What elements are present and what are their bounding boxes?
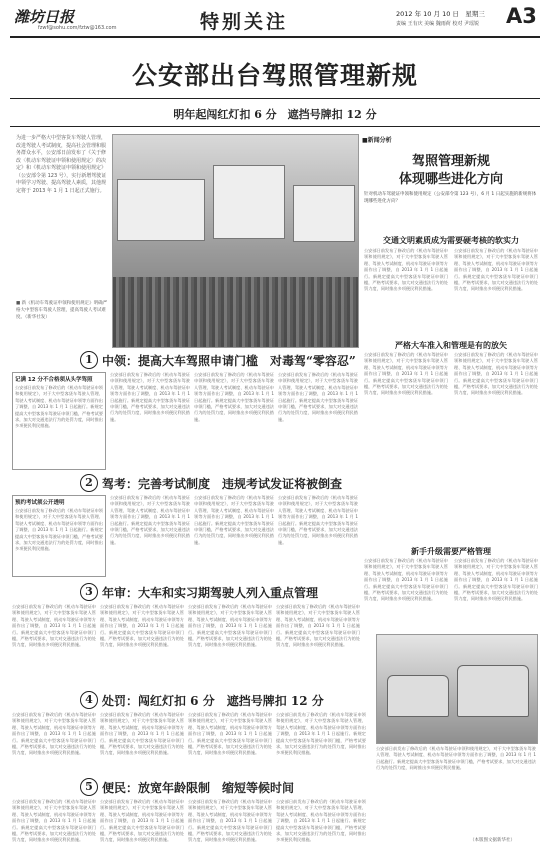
section-title: 处罚：闯红灯扣 6 分 遮挡号牌扣 12 分	[102, 694, 324, 708]
section-5-text: 公安部日前发布了修改后的《机动车驾驶证申领和使用规定》，对于大中型客货车驾驶人管理、驾驶人考试制度、机动车驾驶证申领等方面作出了调整，自 2013 年 1 月 1 日起施行。新规定提高大中型客货车驾驶证申领门槛，严格考试要求，加大对交通违法行为的处罚力度，同时推出多项便民利民措施。	[12, 799, 96, 843]
header-rule	[10, 36, 540, 38]
section-3-header	[80, 583, 480, 601]
section-title: 中领：提高大车驾照申请门槛 对毒驾“零容忍”	[102, 354, 356, 368]
section-title: 驾考：完善考试制度 违规考试发证将被倒查	[102, 477, 343, 491]
section-4-text: 公安部日前发布了修改后的《机动车驾驶证申领和使用规定》，对于大中型客货车驾驶人管理、驾驶人考试制度、机动车驾驶证申领等方面作出了调整，自 2013 年 1 月 1 日起施行。新规定提高大中型客货车驾驶证申领门槛，严格考试要求，加大对交通违法行为的处罚力度，同时推出多项便民利民措施。	[12, 712, 96, 756]
section-4-text: 公安部日前发布了修改后的《机动车驾驶证申领和使用规定》，对于大中型客货车驾驶人管理、驾驶人考试制度、机动车驾驶证申领等方面作出了调整，自 2013 年 1 月 1 日起施行。新规定提高大中型客货车驾驶证申领门槛，严格考试要求，加大对交通违法行为的处罚力度，同时推出多项便民利民措施。	[276, 712, 366, 756]
page-number: A3	[506, 4, 537, 28]
section-1-sidebar-box	[12, 372, 106, 470]
section-3-text: 公安部日前发布了修改后的《机动车驾驶证申领和使用规定》，对于大中型客货车驾驶人管理、驾驶人考试制度、机动车驾驶证申领等方面作出了调整，自 2013 年 1 月 1 日起施行。新规定提高大中型客货车驾驶证申领门槛，严格考试要求，加大对交通违法行为的处罚力度，同时推出多项便民利民措施。	[100, 604, 184, 648]
page-topic: 特别关注	[200, 11, 289, 33]
section-1-text: 公安部日前发布了修改后的《机动车驾驶证申领和使用规定》，对于大中型客货车驾驶人管理、驾驶人考试制度、机动车驾驶证申领等方面作出了调整，自 2013 年 1 月 1 日起施行。新规定提高大中型客货车驾驶证申领门槛，严格考试要求，加大对交通违法行为的处罚力度，同时推出多项便民利民措施。	[278, 372, 358, 422]
feature-title-line1: 驾照管理新规	[411, 154, 490, 169]
right-bottom-text: 公安部日前发布了修改后的《机动车驾驶证申领和使用规定》，对于大中型客货车驾驶人管理、驾驶人考试制度、机动车驾驶证申领等方面作出了调整，自 2013 年 1 月 1 日起施行。新规定提高大中型客货车驾驶证申领门槛，严格考试要求，加大对交通违法行为的处罚力度，同时推出多项便民利民措施。	[376, 746, 536, 771]
section-number: 3	[80, 583, 98, 601]
subhead-rule	[10, 126, 540, 127]
section-4-text: 公安部日前发布了修改后的《机动车驾驶证申领和使用规定》，对于大中型客货车驾驶人管理、驾驶人考试制度、机动车驾驶证申领等方面作出了调整，自 2013 年 1 月 1 日起施行。新规定提高大中型客货车驾驶证申领门槛，严格考试要求，加大对交通违法行为的处罚力度，同时推出多项便民利民措施。	[188, 712, 272, 756]
news-analysis-tag: ■新闻分析	[362, 137, 392, 144]
bus-shape	[293, 185, 355, 242]
cars-photo	[376, 634, 538, 744]
bus-shape	[213, 165, 285, 239]
feature-text-block: 公安部日前发布了修改后的《机动车驾驶证申领和使用规定》，对于大中型客货车驾驶人管理、驾驶人考试制度、机动车驾驶证申领等方面作出了调整，自 2013 年 1 月 1 日起施行。新规定提高大中型客货车驾驶证申领门槛，严格考试要求，加大对交通违法行为的处罚力度，同时推出多项便民利民措施。	[364, 352, 448, 396]
sidebar-box-text: 公安部日前发布了修改后的《机动车驾驶证申领和使用规定》，对于大中型客货车驾驶人管理、驾驶人考试制度、机动车驾驶证申领等方面作出了调整，自 2013 年 1 月 1 日起施行。新规定提高大中型客货车驾驶证申领门槛，严格考试要求，加大对交通违法行为的处罚力度，同时推出多项便民利民措施。	[15, 508, 103, 552]
section-2-sidebar-box	[12, 495, 106, 577]
main-subhead: 明年起闯红灯扣 6 分 遮挡号牌扣 12 分	[173, 108, 377, 121]
section-2-text: 公安部日前发布了修改后的《机动车驾驶证申领和使用规定》，对于大中型客货车驾驶人管理、驾驶人考试制度、机动车驾驶证申领等方面作出了调整，自 2013 年 1 月 1 日起施行。新规定提高大中型客货车驾驶证申领门槛，严格考试要求，加大对交通违法行为的处罚力度，同时推出多项便民利民措施。	[110, 495, 190, 545]
section-3-text: 公安部日前发布了修改后的《机动车驾驶证申领和使用规定》，对于大中型客货车驾驶人管理、驾驶人考试制度、机动车驾驶证申领等方面作出了调整，自 2013 年 1 月 1 日起施行。新规定提高大中型客货车驾驶证申领门槛，严格考试要求，加大对交通违法行为的处罚力度，同时推出多项便民利民措施。	[188, 604, 272, 648]
traffic-photo	[112, 134, 359, 348]
section-2-header	[80, 474, 480, 492]
section-3-text: 公安部日前发布了修改后的《机动车驾驶证申领和使用规定》，对于大中型客货车驾驶人管理、驾驶人考试制度、机动车驾驶证申领等方面作出了调整，自 2013 年 1 月 1 日起施行。新规定提高大中型客货车驾驶证申领门槛，严格考试要求，加大对交通违法行为的处罚力度，同时推出多项便民利民措施。	[12, 604, 96, 648]
sidebar-box-heading: 预约考试须公开透明	[15, 500, 65, 506]
section-2-text: 公安部日前发布了修改后的《机动车驾驶证申领和使用规定》，对于大中型客货车驾驶人管理、驾驶人考试制度、机动车驾驶证申领等方面作出了调整，自 2013 年 1 月 1 日起施行。新规定提高大中型客货车驾驶证申领门槛，严格考试要求，加大对交通违法行为的处罚力度，同时推出多项便民利民措施。	[278, 495, 358, 545]
feature-subtitle-3: 新手升级需要严格管理	[411, 547, 491, 556]
section-1-text: 公安部日前发布了修改后的《机动车驾驶证申领和使用规定》，对于大中型客货车驾驶人管理、驾驶人考试制度、机动车驾驶证申领等方面作出了调整，自 2013 年 1 月 1 日起施行。新规定提高大中型客货车驾驶证申领门槛，严格考试要求，加大对交通违法行为的处罚力度，同时推出多项便民利民措施。	[194, 372, 274, 422]
main-headline: 公安部出台驾照管理新规	[131, 61, 418, 90]
section-1-header	[80, 351, 480, 369]
lead-paragraph: 为进一步严格大中型客货车驾驶人管理，改进驾驶人考试制度，提高社会管理和服务群众水平，公安部日前发布了《关于修改〈机动车驾驶证申领和使用规定〉的决定》和《机动车驾驶证申领和使用规定》（公安部令第 123 号），实行新增驾驶证申领学习驾驶、提高驾驶人素质，其他规定将于 2013 年 1 月 1 日起正式施行。	[16, 135, 107, 194]
feature-text-block: 公安部日前发布了修改后的《机动车驾驶证申领和使用规定》，对于大中型客货车驾驶人管理、驾驶人考试制度、机动车驾驶证申领等方面作出了调整，自 2013 年 1 月 1 日起施行。新规定提高大中型客货车驾驶证申领门槛，严格考试要求，加大对交通违法行为的处罚力度，同时推出多项便民利民措施。	[454, 352, 538, 396]
section-5-text: 公安部日前发布了修改后的《机动车驾驶证申领和使用规定》，对于大中型客货车驾驶人管理、驾驶人考试制度、机动车驾驶证申领等方面作出了调整，自 2013 年 1 月 1 日起施行。新规定提高大中型客货车驾驶证申领门槛，严格考试要求，加大对交通违法行为的处罚力度，同时推出多项便民利民措施。	[188, 799, 272, 843]
section-5-text: 公安部日前发布了修改后的《机动车驾驶证申领和使用规定》，对于大中型客货车驾驶人管理、驾驶人考试制度、机动车驾驶证申领等方面作出了调整，自 2013 年 1 月 1 日起施行。新规定提高大中型客货车驾驶证申领门槛，严格考试要求，加大对交通违法行为的处罚力度，同时推出多项便民利民措施。	[100, 799, 184, 843]
section-5-text: 公安部日前发布了修改后的《机动车驾驶证申领和使用规定》，对于大中型客货车驾驶人管理、驾驶人考试制度、机动车驾驶证申领等方面作出了调整，自 2013 年 1 月 1 日起施行。新规定提高大中型客货车驾驶证申领门槛，严格考试要求，加大对交通违法行为的处罚力度，同时推出多项便民利民措施。	[276, 799, 366, 843]
car-shape	[387, 675, 449, 717]
feature-title-line2: 体现哪些进化方向	[398, 172, 503, 187]
staff-credits: 责编 王有庆 美编 魏雨荷 校对 尹瑶锐	[396, 21, 479, 27]
section-title: 年审：大车和实习期驾驶人列入重点管理	[102, 586, 319, 600]
headline-rule	[10, 98, 540, 99]
bus-shape	[117, 179, 205, 241]
source-note: （本版图文据新华社）	[470, 838, 515, 843]
feature-text-block: 公安部日前发布了修改后的《机动车驾驶证申领和使用规定》，对于大中型客货车驾驶人管理、驾驶人考试制度、机动车驾驶证申领等方面作出了调整，自 2013 年 1 月 1 日起施行。新规定提高大中型客货车驾驶证申领门槛，严格考试要求，加大对交通违法行为的处罚力度，同时推出多项便民利民措施。	[454, 558, 538, 602]
feature-subtitle-1: 交通文明素质成为需要硬考核的软实力	[383, 236, 519, 245]
section-number: 4	[80, 691, 98, 709]
feature-text-block: 公安部日前发布了修改后的《机动车驾驶证申领和使用规定》，对于大中型客货车驾驶人管理、驾驶人考试制度、机动车驾驶证申领等方面作出了调整，自 2013 年 1 月 1 日起施行。新规定提高大中型客货车驾驶证申领门槛，严格考试要求，加大对交通违法行为的处罚力度，同时推出多项便民利民措施。	[454, 248, 538, 292]
section-5-header	[80, 778, 480, 796]
section-2-text: 公安部日前发布了修改后的《机动车驾驶证申领和使用规定》，对于大中型客货车驾驶人管理、驾驶人考试制度、机动车驾驶证申领等方面作出了调整，自 2013 年 1 月 1 日起施行。新规定提高大中型客货车驾驶证申领门槛，严格考试要求，加大对交通违法行为的处罚力度，同时推出多项便民利民措施。	[194, 495, 274, 545]
feature-text-block: 公安部日前发布了修改后的《机动车驾驶证申领和使用规定》，对于大中型客货车驾驶人管理、驾驶人考试制度、机动车驾驶证申领等方面作出了调整，自 2013 年 1 月 1 日起施行。新规定提高大中型客货车驾驶证申领门槛，严格考试要求，加大对交通违法行为的处罚力度，同时推出多项便民利民措施。	[364, 248, 448, 292]
section-4-text: 公安部日前发布了修改后的《机动车驾驶证申领和使用规定》，对于大中型客货车驾驶人管理、驾驶人考试制度、机动车驾驶证申领等方面作出了调整，自 2013 年 1 月 1 日起施行。新规定提高大中型客货车驾驶证申领门槛，严格考试要求，加大对交通违法行为的处罚力度，同时推出多项便民利民措施。	[100, 712, 184, 756]
issue-date: 2012 年 10 月 10 日 星期三	[396, 10, 485, 18]
feature-subtitle-2: 严格大车准入和管理是有的放矢	[395, 341, 507, 350]
newspaper-logo: 潍坊日报	[14, 8, 75, 26]
sidebar-box-heading: 记满 12 分不合格须从头学驾照	[15, 377, 93, 383]
feature-text-block: 公安部日前发布了修改后的《机动车驾驶证申领和使用规定》，对于大中型客货车驾驶人管理、驾驶人考试制度、机动车驾驶证申领等方面作出了调整，自 2013 年 1 月 1 日起施行。新规定提高大中型客货车驾驶证申领门槛，严格考试要求，加大对交通违法行为的处罚力度，同时推出多项便民利民措施。	[364, 558, 448, 602]
section-3-text: 公安部日前发布了修改后的《机动车驾驶证申领和使用规定》，对于大中型客货车驾驶人管理、驾驶人考试制度、机动车驾驶证申领等方面作出了调整，自 2013 年 1 月 1 日起施行。新规定提高大中型客货车驾驶证申领门槛，严格考试要求，加大对交通违法行为的处罚力度，同时推出多项便民利民措施。	[276, 604, 360, 648]
photo-caption: ■ 新《机动车驾驶证申领和使用规定》明确严格大中型客车驾驶人管理，提高驾驶人考试难度。（新华社发）	[16, 301, 108, 320]
feature-summary: 针对机动车驾驶证申领和使用规定（公安部令第 123 号），6 月 1 日起实施的新规将体现哪些进化方向？	[364, 192, 537, 204]
section-number: 2	[80, 474, 98, 492]
section-number: 1	[80, 351, 98, 369]
sidebar-box-text: 公安部日前发布了修改后的《机动车驾驶证申领和使用规定》，对于大中型客货车驾驶人管理、驾驶人考试制度、机动车驾驶证申领等方面作出了调整，自 2013 年 1 月 1 日起施行。新规定提高大中型客货车驾驶证申领门槛，严格考试要求，加大对交通违法行为的处罚力度，同时推出多项便民利民措施。	[15, 385, 103, 429]
section-1-text: 公安部日前发布了修改后的《机动车驾驶证申领和使用规定》，对于大中型客货车驾驶人管理、驾驶人考试制度、机动车驾驶证申领等方面作出了调整，自 2013 年 1 月 1 日起施行。新规定提高大中型客货车驾驶证申领门槛，严格考试要求，加大对交通违法行为的处罚力度，同时推出多项便民利民措施。	[110, 372, 190, 422]
crowd-shape	[113, 277, 358, 347]
section-number: 5	[80, 778, 98, 796]
car-shape	[457, 665, 529, 717]
section-title: 便民：放宽年龄限制 缩短等候时间	[102, 781, 295, 795]
contact-email: fzwf@sohu.com/fztw@163.com	[38, 25, 117, 31]
